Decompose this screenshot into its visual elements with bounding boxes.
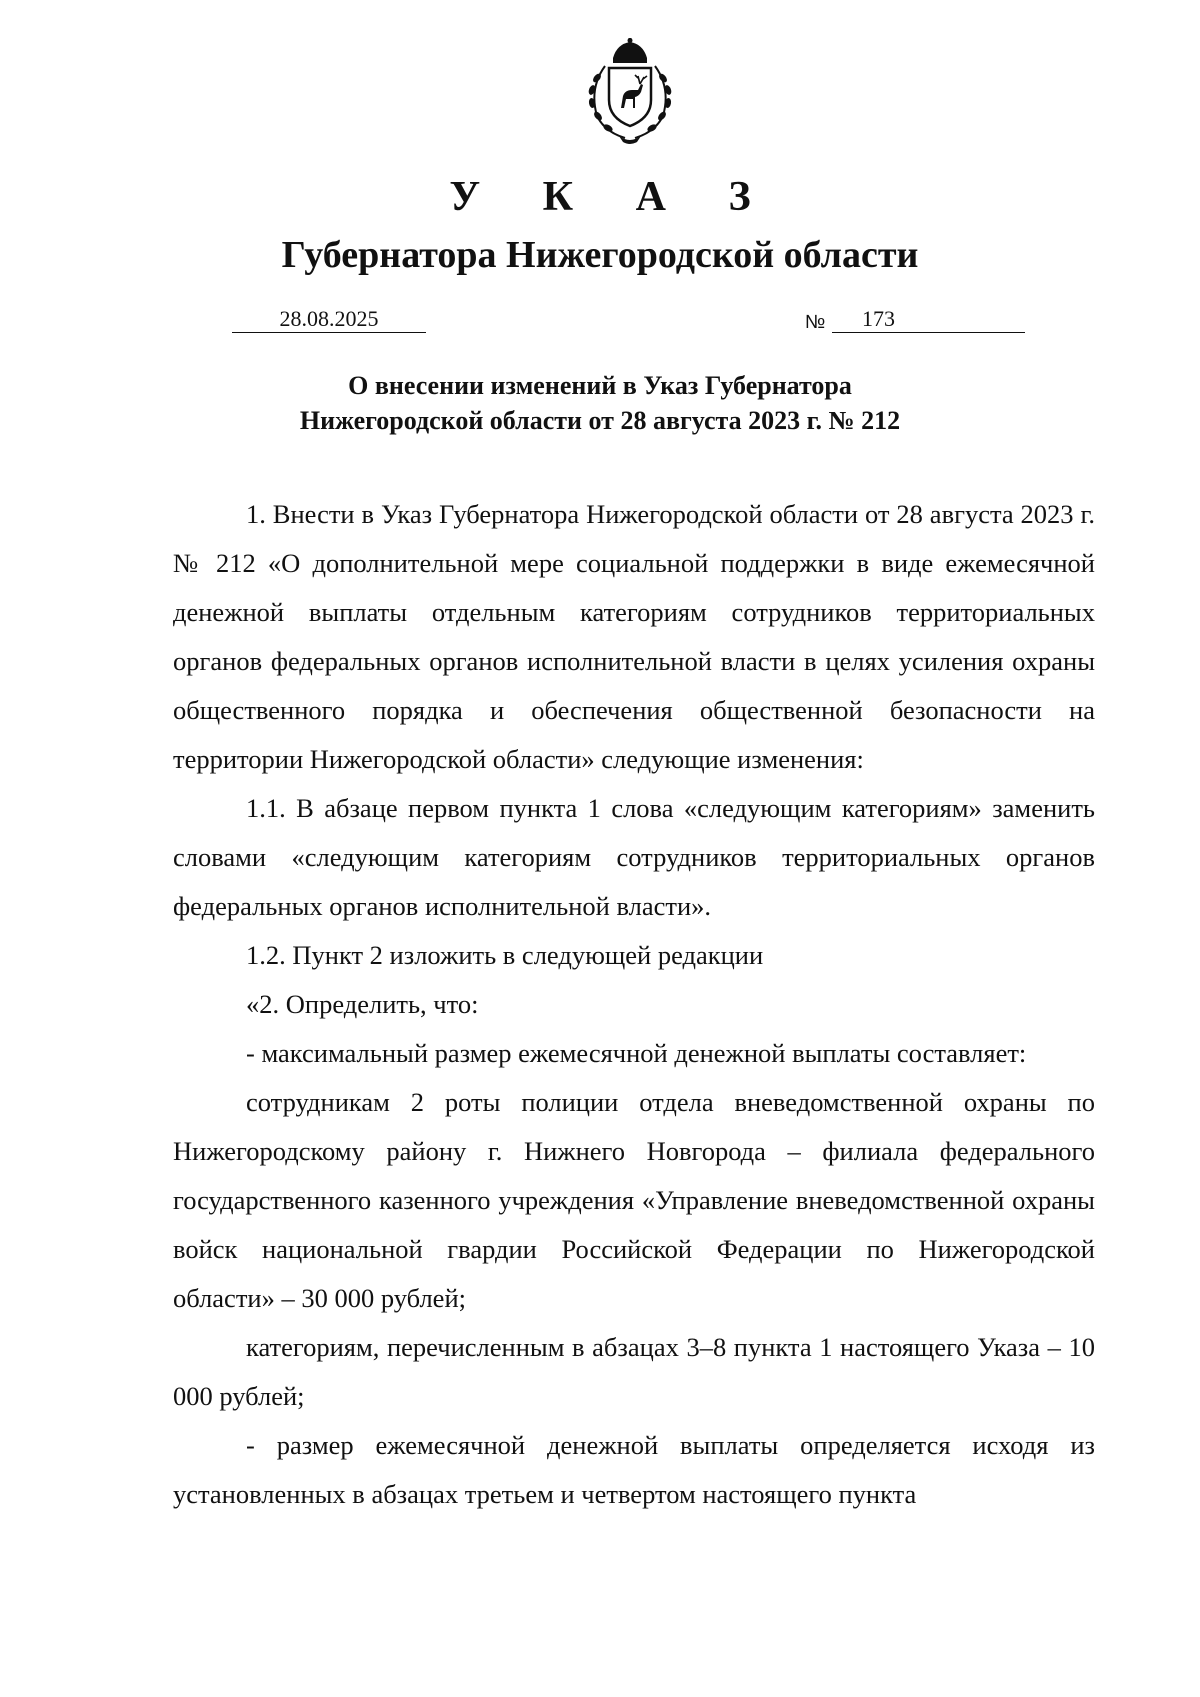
document-type-title: У К А З [449,174,777,220]
body-paragraph: «2. Определить, что: [246,989,479,1019]
number-label: № [805,312,826,333]
body-paragraph: - максимальный размер ежемесячной денежной выплаты составляет: [246,1038,1027,1068]
body-paragraph: 1.1. В абзаце первом пункта 1 слова «следующим категориям» заменить словами «следующим категориям сотрудников территориальных органов федеральных органов исполнительной власти». [173,793,1095,921]
decree-date: 28.08.2025 [232,306,426,333]
body-paragraph: 1. Внести в Указ Губернатора Нижегородской области от 28 августа 2023 г. № 212 «О дополнительной мере социальной поддержки в виде ежемесячной денежной выплаты отдельным категориям сотрудников территориальных органов федеральных органов исполнительной власти в целях усиления охраны общественного порядка и обеспечения общественной безопасности на территории Нижегородской области» следующие изменения: [173,499,1095,774]
body-paragraph: категориям, перечисленным в абзацах 3–8 пункта 1 настоящего Указа – 10 000 рублей; [173,1332,1095,1411]
decree-number-field [832,306,1025,333]
subject-line-1: О внесении изменений в Указ Губернатора [348,371,852,400]
body-paragraph: - размер ежемесячной денежной выплаты определяется исходя из установленных в абзацах третьем и четвертом настоящего пункта [173,1430,1095,1509]
body-paragraph: сотрудникам 2 роты полиции отдела вневедомственной охраны по Нижегородскому району г. Нижнего Новгорода – филиала федерального государственного казенного учреждения «Управление вневедомственной охраны войск национальной гвардии Российской Федерации по Нижегородской области» – 30 000 рублей; [173,1087,1095,1313]
subject-line-2: Нижегородской области от 28 августа 2023 г. № 212 [299,406,901,435]
decree-number: 173 [862,306,895,331]
decree-body [173,490,1095,1519]
issuer-title: Губернатора Нижегородской области [281,234,919,276]
decree-subject [0,368,1200,438]
body-paragraph: 1.2. Пункт 2 изложить в следующей редакции [246,940,764,970]
coat-of-arms-icon [575,38,685,146]
